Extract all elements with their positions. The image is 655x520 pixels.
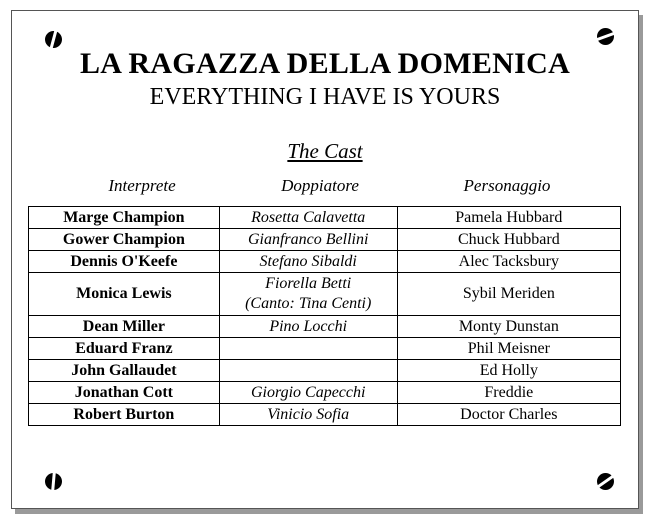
column-header-doppiatore: Doppiatore xyxy=(281,176,359,195)
dubber-cell: Pino Locchi xyxy=(219,316,397,338)
character-cell: Alec Tacksbury xyxy=(397,251,620,273)
screw-bottom-right-icon xyxy=(597,473,614,490)
dubber-cell: Giorgio Capecchi xyxy=(219,382,397,404)
page-subtitle: EVERYTHING I HAVE IS YOURS xyxy=(149,84,501,110)
screw-top-right-icon xyxy=(597,28,614,45)
table-row xyxy=(29,316,621,338)
actor-cell: Jonathan Cott xyxy=(29,382,220,404)
character-cell: Chuck Hubbard xyxy=(397,229,620,251)
actor-cell: Marge Champion xyxy=(29,207,220,229)
actor-cell: Gower Champion xyxy=(29,229,220,251)
page-title: LA RAGAZZA DELLA DOMENICA xyxy=(79,47,571,80)
character-cell: Doctor Charles xyxy=(397,404,620,426)
table-row xyxy=(29,251,621,273)
dubber-cell: Rosetta Calavetta xyxy=(219,207,397,229)
screw-bottom-left-icon xyxy=(45,473,62,490)
actor-cell: Dean Miller xyxy=(29,316,220,338)
dubber-cell: Gianfranco Bellini xyxy=(219,229,397,251)
actor-cell: Eduard Franz xyxy=(29,338,220,360)
column-header-personaggio: Personaggio xyxy=(463,176,551,195)
actor-cell: Robert Burton xyxy=(29,404,220,426)
cast-plaque xyxy=(11,10,639,509)
character-cell: Phil Meisner xyxy=(397,338,620,360)
character-cell: Sybil Meriden xyxy=(397,273,620,316)
dubber-singing-note: (Canto: Tina Centi) xyxy=(245,295,372,312)
character-cell: Ed Holly xyxy=(397,360,620,382)
table-row xyxy=(29,360,621,382)
character-cell: Monty Dunstan xyxy=(397,316,620,338)
dubber-cell: Vinicio Sofia xyxy=(219,404,397,426)
table-row xyxy=(29,229,621,251)
table-row xyxy=(29,404,621,426)
dubber-cell xyxy=(219,338,397,360)
screw-top-left-icon xyxy=(45,31,62,48)
character-cell: Freddie xyxy=(397,382,620,404)
actor-cell: John Gallaudet xyxy=(29,360,220,382)
cast-table xyxy=(28,206,621,426)
column-header-interprete: Interprete xyxy=(108,176,176,195)
actor-cell: Dennis O'Keefe xyxy=(29,251,220,273)
dubber-name: Fiorella Betti xyxy=(265,275,352,292)
actor-cell: Monica Lewis xyxy=(29,273,220,316)
table-row xyxy=(29,273,621,316)
dubber-cell: Stefano Sibaldi xyxy=(219,251,397,273)
character-cell: Pamela Hubbard xyxy=(397,207,620,229)
table-row xyxy=(29,382,621,404)
dubber-cell xyxy=(219,360,397,382)
cast-heading: The Cast xyxy=(287,139,363,163)
table-row xyxy=(29,338,621,360)
table-row xyxy=(29,207,621,229)
dubber-cell xyxy=(219,273,397,316)
